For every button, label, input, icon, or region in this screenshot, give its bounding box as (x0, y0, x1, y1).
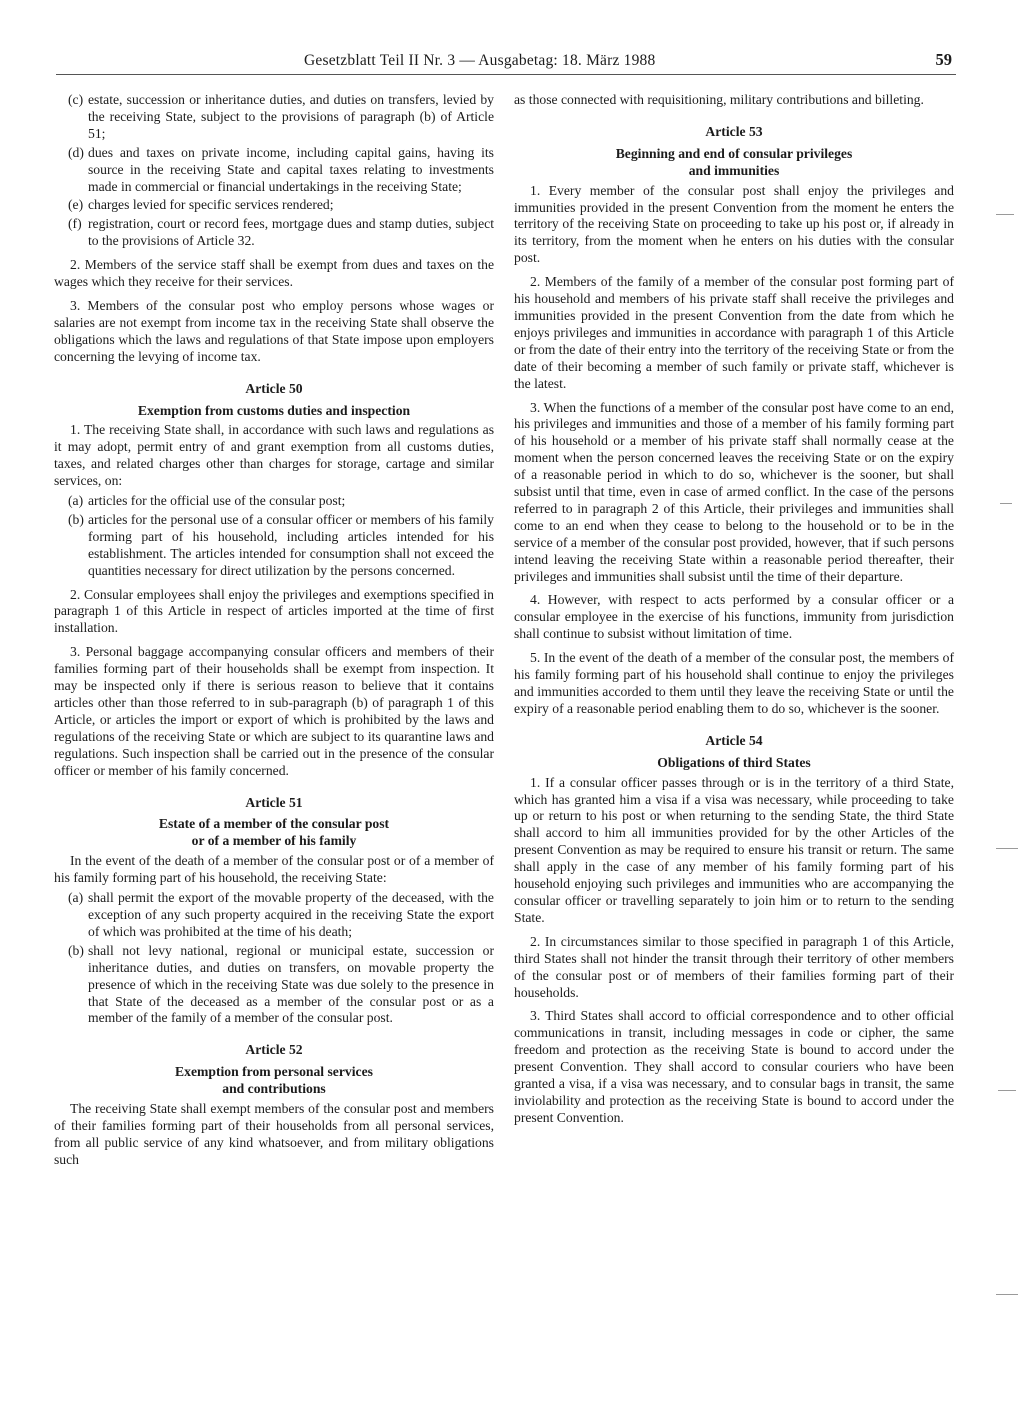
article-title: or of a member of his family (191, 833, 357, 849)
article-heading: Article 50 (245, 380, 303, 396)
paragraph: 3. Personal baggage accompanying consular officers and members of their families forming part of their households shall be exempt from inspection. It may be inspected only if there is serious reason to believe that it contains articles other than those referred to in sub-paragraph (b) of paragraph 1 of this Article, or articles the import or export of which is prohibited by the laws and regulations of the receiving State or which are subject to its quarantine laws and regulations. Such inspection shall be carried out in the presence of the consular officer or member of his family concerned. (54, 644, 494, 778)
item-label: (b) (68, 511, 84, 527)
paragraph: 1. If a consular officer passes through or is in the territory of a third State, which has granted him a visa if a visa was necessary, while proceeding to take up or return to his post or when returning to the sending State, the third State shall accord to him all immunities provided for by the other Articles of the present Convention as may be required to ensure his transit or return. The same shall apply in the case of any member of his family forming part of his household enjoying such privileges and immunities who are accompanying the consular officer or travelling separately to join him or to return to the sending State. (514, 774, 954, 925)
item-text: charges levied for specific services rendered; (88, 197, 334, 213)
margin-mark (996, 848, 1018, 849)
page-header (56, 50, 956, 75)
gazette-title: Gesetzblatt Teil II Nr. 3 — Ausgabetag: 18. März 1988 (304, 52, 656, 69)
item-text: estate, succession or inheritance duties, and duties on transfers, levied by the receiving State, subject to the provisions of paragraph (b) of Article 51; (88, 92, 494, 141)
list-item (54, 216, 494, 250)
article-title: and immunities (688, 162, 780, 178)
paragraph: 5. In the event of the death of a member of the consular post, the members of his family forming part of his household shall continue to enjoy the privileges and immunities accorded to them until they leave the receiving State or until the expiry of a reasonable period enabling them to do so, whichever is the sooner. (514, 650, 954, 716)
paragraph: 3. When the functions of a member of the consular post have come to an end, his privileges and immunities and those of a member of his family forming part of his household or a member of his private staff shall normally cease at the moment when the person concerned leaves the receiving State or on the expiry of a reasonable period in which to do so, whichever is the sooner, but shall subsist until that time, even in case of armed conflict. In the case of the persons referred to in paragraph 2 of this Article, their privileges and immunities shall come to an end when they cease to belong to the household or to be in the service of a member of the consular post provided, however, that if such persons intend leaving the receiving State within a reasonable period thereafter, their privileges and immunities shall subsist until the time of their departure. (514, 399, 954, 584)
paragraph: 3. Members of the consular post who employ persons whose wages or salaries are not exempt from income tax in the receiving State shall observe the obligations which the laws and regulations of that State impose upon employers concerning the levying of income tax. (54, 297, 494, 364)
article-title: and contributions (222, 1081, 326, 1097)
page-number: 59 (935, 50, 952, 69)
paragraph: The receiving State shall exempt members of the consular post and members of their families forming part of their households from all personal services, from all public service of any kind whatsoever, and from military obligations such (54, 1101, 494, 1167)
paragraph: as those connected with requisitioning, military contributions and billeting. (514, 92, 924, 107)
paragraph: In the event of the death of a member of the consular post or of a member of his family forming part of his household, the receiving State: (54, 853, 494, 886)
item-text: registration, court or record fees, mortgage dues and stamp duties, subject to the provisions of Article 32. (88, 216, 494, 249)
item-label: (f) (68, 216, 82, 232)
list-item (54, 493, 494, 510)
margin-mark (1000, 503, 1012, 504)
list-item (54, 512, 494, 580)
margin-mark (996, 214, 1014, 215)
item-text: shall permit the export of the movable property of the deceased, with the exception of any such property acquired in the receiving State the export of which was prohibited at the time of his death; (88, 890, 494, 939)
item-label: (a) (68, 493, 84, 509)
margin-mark (998, 1090, 1016, 1091)
list-item (54, 92, 494, 143)
item-text: dues and taxes on private income, including capital gains, having its source in the receiving State and capital taxes relating to investments made in commercial or financial undertakings in the receiving State; (88, 144, 494, 194)
paragraph: 4. However, with respect to acts performed by a consular officer or a consular employee in the exercise of his functions, immunity from jurisdiction shall continue to subsist without limitation of time. (514, 592, 954, 642)
list-item (54, 943, 494, 1028)
item-label: (c) (68, 92, 84, 107)
list-item (54, 890, 494, 941)
item-label: (e) (68, 197, 84, 213)
item-label: (b) (68, 942, 84, 958)
article-title: Exemption from customs duties and inspection (137, 402, 411, 418)
list-item (54, 197, 494, 214)
article-title: Obligations of third States (657, 754, 811, 770)
item-text: shall not levy national, regional or municipal estate, succession or inheritance duties, and duties on transfers, on movable property the presence of which in the receiving State was due solely to the presence in that State of the deceased as a member of the consular post or as a member of the family of a member of the consular post. (88, 942, 494, 1026)
margin-mark (996, 1294, 1018, 1295)
item-label: (a) (68, 890, 84, 906)
article-title: Beginning and end of consular privileges (615, 145, 853, 161)
item-text: articles for the personal use of a consular officer or members of his family forming part of his household, including articles intended for his establishment. The articles intended for consumption shall not exceed the quantities necessary for direct utilization by the persons concerned. (88, 511, 494, 578)
paragraph: 1. Every member of the consular post shall enjoy the privileges and immunities provided in the present Convention from the moment he enters the territory of the receiving State on proceeding to take up his post or, if already in its territory, from the moment when he enters on his duties with the consular post. (514, 182, 954, 266)
article-heading: Article 54 (705, 732, 763, 748)
paragraph: 2. In circumstances similar to those specified in paragraph 1 of this Article, third States shall not hinder the transit through their territory of other members of the consular post or of members of their families forming part of their households. (514, 933, 954, 1000)
article-heading: Article 51 (245, 794, 303, 810)
paragraph: 1. The receiving State shall, in accordance with such laws and regulations as it may adopt, permit entry of and grant exemption from all customs duties, taxes, and related charges other than charges for storage, cartage and similar services, on: (54, 422, 494, 489)
left-column (54, 92, 494, 1176)
item-label: (d) (68, 144, 84, 160)
paragraph: 2. Members of the family of a member of the consular post forming part of his household and members of his private staff shall receive the privileges and immunities provided in the present Convention from the date from which he enjoys privileges and immunities in accordance with paragraph 1 of this Article or from the date of their entry into the territory of the receiving State or from the date of their becoming a member of such family or private staff, whichever is the latest. (514, 274, 954, 391)
paragraph: 3. Third States shall accord to official correspondence and to other official communications in transit, including messages in code or cipher, the same freedom and protection as the receiving State is bound to accord under the present Convention. They shall accord to consular couriers who have been granted a visa, if a visa was necessary, and to consular bags in transit, the same inviolability and protection as the receiving State is bound to accord under the present Convention. (514, 1008, 954, 1125)
right-column (514, 92, 954, 1134)
item-text: articles for the official use of the consular post; (88, 493, 346, 509)
article-title: Estate of a member of the consular post (158, 816, 390, 832)
paragraph: 2. Members of the service staff shall be exempt from dues and taxes on the wages which they receive for their services. (54, 257, 494, 290)
article-title: Exemption from personal services (175, 1064, 373, 1080)
list-item (54, 145, 494, 196)
article-heading: Article 52 (245, 1042, 303, 1058)
paragraph: 2. Consular employees shall enjoy the privileges and exemptions specified in paragraph 1 of this Article in respect of articles imported at the time of first installation. (54, 586, 494, 636)
article-heading: Article 53 (705, 123, 763, 139)
